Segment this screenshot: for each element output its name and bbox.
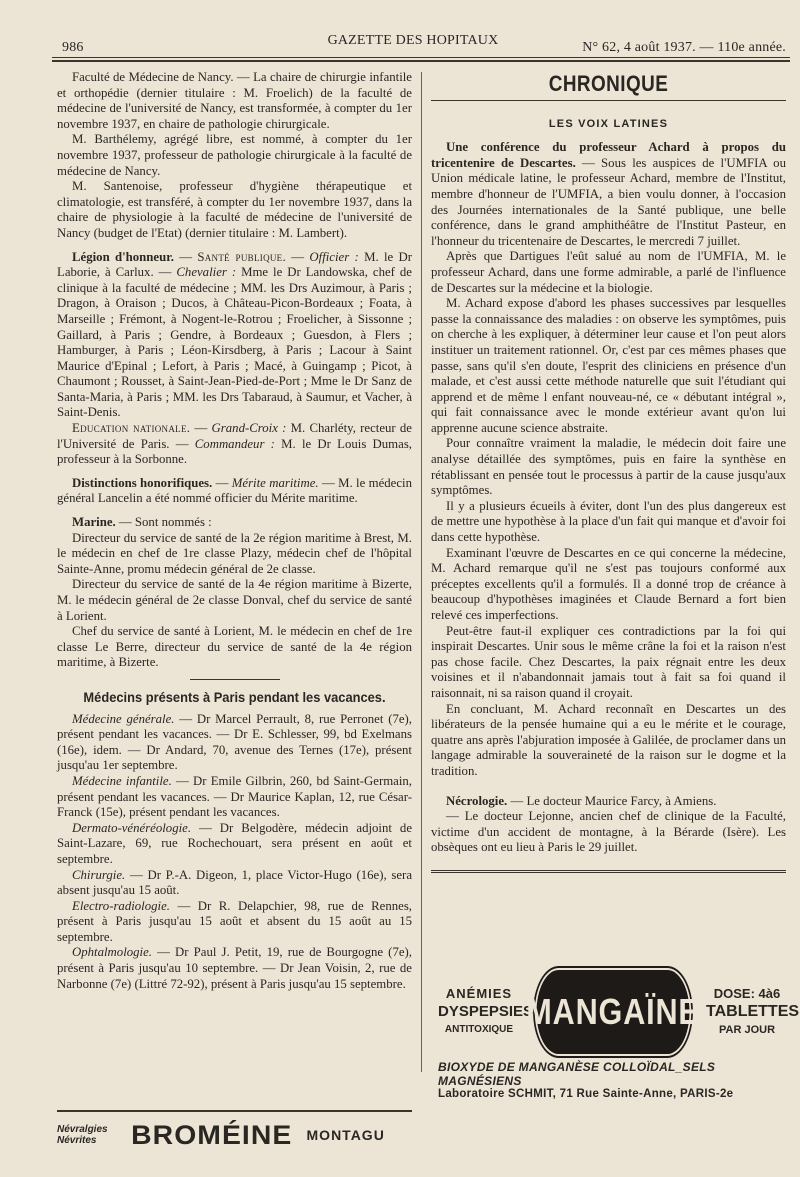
left-column [57, 70, 412, 992]
bromeine-logo: BROMÉINE [131, 1119, 293, 1150]
marine-paragraph-2: Directeur du service de santé de la 4e région maritime à Bizerte, M. le médecin général de 2e classe Donval, chef du service de santé à Lorient. [57, 577, 412, 623]
santenoise-paragraph: M. Santenoise, professeur d'hygiène thérapeutique et climatologie, est transféré, à compter du 1er novembre 1937, dans la chaire de physiologie à la faculté de médecine de l'université de Nancy (budget de l'Etat) (dernier titulaire : M. Lambert). [57, 179, 412, 240]
barthelemy-paragraph: M. Barthélemy, agrégé libre, est nommé, à compter du 1er novembre 1937, professeur de pathologie chirurgicale à la faculté de médecine de Nancy. [57, 132, 412, 178]
chronique-p7: Peut-être faut-il expliquer ces contradictions par la foi qui inspirait Descartes. Unir sous le même crâne la foi et la raison n'est pas chose facile. Chez Descartes, la paix régnait entre les deux voisines et il n'abandonnait jamais tout à fait sa foi quand il raisonnait, ni sa raison quand il croyait. [431, 623, 786, 700]
right-column [431, 70, 786, 887]
chronique-subtitle: LES VOIX LATINES [548, 117, 669, 130]
ad-indications-small: Névralgies Névrites [57, 1124, 108, 1146]
nancy-paragraph: Faculté de Médecine de Nancy. — La chaire de chirurgie infantile et orthopédie (dernier titulaire : M. Froelich) de la faculté de médecine de l'université de Nancy, est transformée, à compter du 1er novembre 1937, en chaire de pathologie chirurgicale. [57, 70, 412, 131]
ad-laboratory: Laboratoire SCHMIT, 71 Rue Sainte-Anne, PARIS-2e [438, 1088, 734, 1100]
chronique-p8: En concluant, M. Achard reconnaît en Descartes un des libérateurs de la pensée humaine qui a eu le mérite et le courage, quatre ans après l'abjuration imposée à Galilée, de proclamer dans un langage admirable la souveraineté de la raison sur le dogme et la tradition. [431, 701, 786, 778]
chronique-p4: Pour connaître vraiment la maladie, le médecin doit faire une analyse détaillée des symptômes, puis en faire la synthèse en rétablissant en pensée tout le processus à partir de la cause jusqu'aux symptômes. [431, 436, 786, 498]
marine-paragraph-3: Chef du service de santé à Lorient, M. le médecin en chef de 1re classe Le Berre, directeur du service de santé de la 4e région maritime, à Bizerte. [57, 624, 412, 670]
necrologie-paragraph-2: — Le docteur Lejonne, ancien chef de clinique de la Faculté, victime d'un accident de montagne, à la Bérarde (Isère). Les obsèques ont eu lieu à Paris le 29 juillet. [431, 809, 786, 855]
vac-dermato: Dermato-vénéréologie. — Dr Belgodère, médecin adjoint de Saint-Lazare, 69, rue Rochechouart, sera présent en août et septembre. [57, 820, 412, 866]
legion-paragraph: Légion d'honneur. — Santé publique. — Officier : M. le Dr Laborie, à Carlux. — Chevalier : Mme le Dr Landowska, chef de clinique à la faculté de médecine ; MM. les Drs Auzimour, à Paris ; Dragon, à Oraison ; Ducos, à Château-Picon-Bordeaux ; Foata, à Marseille ; Frémont, à Nogent-le-Rotrou ; Froelicher, à Sissonne ; Gaillard, à Paris ; Gendre, à Bordeaux ; Guesdon, à Flers ; Hamburger, à Paris ; Léon-Kirsdberg, à Paris ; Lacour à Saint Maurice d'Epinal ; Lefort, à Paris ; Macé, à Guingamp ; Picot, à Chaumont ; Rousset, à Saint-Jean-Pied-de-Port ; Mme le Dr Sanz de Santa-Maria, à Paris ; MM. les Drs Tabaraud, à Saumur, et Vacher, à Saint-Denis. [57, 249, 413, 420]
section-double-rule [431, 870, 786, 873]
journal-title: GAZETTE DES HOPITAUX [327, 33, 499, 48]
chronique-p2: Après que Dartigues l'eût salué au nom de l'UMFIA, M. le professeur Achard, dans une forme admirable, a parlé de l'influence de Descartes sur la médecine et la biologie. [431, 249, 786, 295]
ad-indications: ANÉMIES DYSPEPSIES ANTITOXIQUE [438, 986, 534, 1035]
header-rule-thick [52, 60, 790, 62]
chronique-p3: M. Achard expose d'abord les phases successives par lesquelles passe la connaissance des maladies : on observe les symptômes, puis on cherche à les expliquer, à déterminer leur cause et l'on peut alors instituer un traitement rationnel. Or, c'est par ces mêmes phases que passe, sans qu'il s'en doute, l'esprit des cliniciens en présence d'un malade, et c'est aussi cette méthode naturelle que suit l'étudiant qui apprend et de même l enfant nouveau-né, ce « débutant intégral », qui fait connaissance avec le monde extérieur avant qu'on lui apprenne aucune science abstraite. [431, 296, 786, 435]
marine-heading: Marine. — Sont nommés : [72, 515, 212, 530]
page-number: 986 [62, 40, 84, 55]
section-divider [190, 679, 280, 680]
ad-dosage: DOSE: 4à6 TABLETTES PAR JOUR [706, 986, 800, 1036]
header-rule [52, 57, 790, 58]
chronique-p6: Examinant l'œuvre de Descartes en ce qui concerne la médecine, M. Achard remarque qu'il ne s'est pas toujours conformé aux préceptes excellents qu'il a formulés. Il a donné trop de créance à beaucoup d'hypothèses imaginées et Claude Bernard a fort bien relevé ces imperfections. [431, 545, 786, 622]
ad-maker: MONTAGU [306, 1127, 385, 1143]
vac-generale: Médecine générale. — Dr Marcel Perrault, 8, rue Perronet (7e), présent pendant les vacances. — Dr E. Schlesser, 99, bd Exelmans (16e), idem. — Dr Andard, 70, avenue des Ternes (17e), présent jusqu'au 1er septembre. [57, 711, 412, 773]
chronique-rule [431, 100, 786, 101]
education-paragraph: Education nationale. — Grand-Croix : M. Charléty, recteur de l'Université de Paris. — Commandeur : M. le Dr Louis Dumas, professeur à la Sorbonne. [57, 421, 413, 467]
mangaine-logo: MANGAÏNE [537, 970, 690, 1054]
necrologie-paragraph: Nécrologie. — Le docteur Maurice Farcy, à Amiens. [446, 793, 717, 808]
bromeine-advertisement [57, 1110, 412, 1158]
column-separator [421, 72, 422, 1072]
vacances-title: Médecins présents à Paris pendant les vacances. [83, 688, 386, 705]
ad-composition: BIOXYDE DE MANGANÈSE COLLOÏDAL_SELS MAGNÉSIENS [438, 1060, 716, 1088]
marine-paragraph-1: Directeur du service de santé de la 2e région maritime à Brest, M. le médecin en chef de 1re classe Plazy, médecin chef de l'hôpital Sainte-Anne, promu médecin général de 2e classe. [57, 530, 412, 576]
mangaine-advertisement [438, 970, 800, 1100]
page-header [40, 30, 786, 56]
vac-chirurgie: Chirurgie. — Dr P.-A. Digeon, 1, place Victor-Hugo (16e), sera absent jusqu'au 15 août. [57, 867, 412, 898]
chronique-p5: Il y a plusieurs écueils à éviter, dont l'un des plus dangereux est de mettre une hypothèse à la place d'un fait qui manque et d'avoir foi dans cette hypothèse. [431, 498, 786, 545]
chronique-heading: CHRONIQUE [548, 71, 669, 96]
vac-infantile: Médecine infantile. — Dr Emile Gilbrin, 260, bd Saint-Germain, présent pendant les vacances. — Dr Maurice Kaplan, 12, rue César-Franck (15e), présent pendant les vacances. [57, 773, 412, 820]
vac-electro: Electro-radiologie. — Dr R. Delapchier, 98, rue de Rennes, présent à Paris jusqu'au 15 août et absent du 15 août au 15 septembre. [57, 898, 412, 944]
vac-ophtalmo: Ophtalmologie. — Dr Paul J. Petit, 19, rue de Bourgogne (7e), présent à Paris jusqu'au 10 septembre. — Dr Jean Voisin, 2, rue de Narbonne (7e) (Littré 72-92), présent à Paris jusqu'au 15 septembre. [57, 945, 412, 991]
conference-paragraph: Une conférence du professeur Achard à propos du tricentenire de Descartes. — Sous les auspices de l'UMFIA ou Union médicale latine, le professeur Achard, membre de l'Institut, membre d'honneur de l'UMFIA, a bien voulu donner, à l'occasion des Journées internationales de la Santé publique, une belle conférence, dans le grand amphithéâtre de l'Institut Pasteur, en l'honneur du tricentenaire de Descartes, le mercredi 7 juillet. [431, 140, 786, 248]
issue-info: N° 62, 4 août 1937. — 110e année. [582, 40, 786, 55]
distinctions-paragraph: Distinctions honorifiques. — Mérite maritime. — M. le médecin général Lancelin a été nommé officier du Mérite maritime. [57, 475, 412, 506]
